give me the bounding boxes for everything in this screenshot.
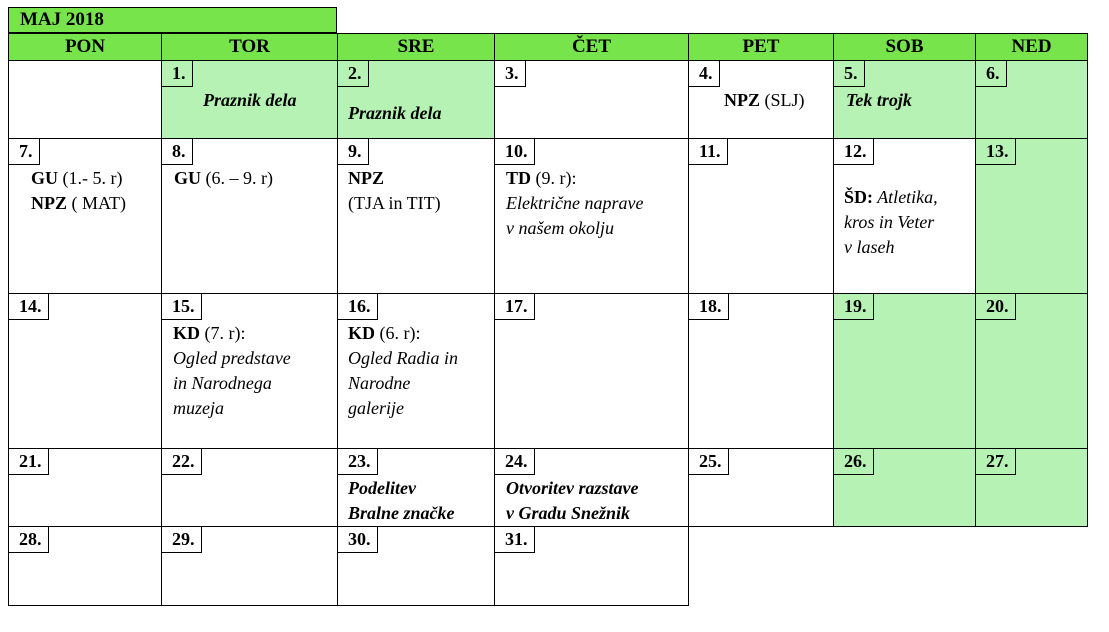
date-number: 24. [495,449,535,475]
day-cell-empty [8,60,162,139]
event-label: NPZ [31,193,67,213]
day-cell-16[interactable] [337,293,495,449]
date-number: 23. [338,449,378,475]
calendar-title: MAJ 2018 [8,7,337,33]
event-label: NPZ [348,168,384,188]
event-label: GU [31,168,58,188]
event-description: Atletika, [873,187,938,207]
day-cell-20[interactable] [975,293,1088,449]
date-number: 7. [9,139,40,165]
date-number: 5. [834,61,865,87]
event-description: muzeja [173,398,224,418]
day-cell-22[interactable] [161,448,338,527]
date-number: 29. [162,527,202,553]
event-label: ŠD: [844,187,874,207]
event-text [348,321,420,346]
header-cet: ČET [494,33,689,61]
event-description: v laseh [844,237,895,257]
day-cell-15[interactable] [161,293,338,449]
event-text: Otvoritev razstave [506,478,639,498]
day-cell-13[interactable] [975,138,1088,294]
date-number: 12. [834,139,874,165]
date-number: 10. [495,139,535,165]
day-cell-6[interactable] [975,60,1088,139]
header-ned: NED [975,33,1088,61]
day-cell-24[interactable] [494,448,689,527]
day-cell-5[interactable] [833,60,976,139]
date-number: 31. [495,527,535,553]
day-cell-28[interactable] [8,526,162,606]
date-number: 2. [338,61,369,87]
event-label: KD [173,323,200,343]
event-description: Ogled predstave [173,348,291,368]
event-text [724,88,805,113]
date-number: 11. [689,139,728,165]
day-cell-17[interactable] [494,293,689,449]
date-number: 17. [495,294,535,320]
day-cell-4[interactable] [688,60,834,139]
event-text [844,185,938,210]
day-cell-31[interactable] [494,526,689,606]
day-cell-30[interactable] [337,526,495,606]
event-text [506,166,577,191]
date-number: 22. [162,449,202,475]
event-label: KD [348,323,375,343]
header-pon: PON [8,33,162,61]
event-detail: ( MAT) [67,193,126,213]
event-detail: (6. r): [375,323,421,343]
day-cell-11[interactable] [688,138,834,294]
header-sre: SRE [337,33,495,61]
event-description: galerije [348,398,404,418]
day-cell-21[interactable] [8,448,162,527]
event-description: Narodne [348,373,411,393]
event-description: Električne naprave [506,193,644,213]
event-detail: (7. r): [200,323,246,343]
event-text [173,321,245,346]
event-detail: (9. r): [531,168,577,188]
date-number: 21. [9,449,49,475]
date-number: 27. [976,449,1016,475]
date-number: 14. [9,294,49,320]
event-text: Podelitev [348,478,416,498]
event-text [31,166,122,191]
date-number: 19. [834,294,874,320]
day-cell-9[interactable] [337,138,495,294]
date-number: 26. [834,449,874,475]
date-number: 28. [9,527,49,553]
day-cell-26[interactable] [833,448,976,527]
day-cell-7[interactable] [8,138,162,294]
event-label: GU [174,168,201,188]
day-cell-12[interactable] [833,138,976,294]
date-number: 30. [338,527,378,553]
event-label: NPZ [724,90,760,110]
event-description: Ogled Radia in [348,348,458,368]
date-number: 18. [689,294,729,320]
header-sob: SOB [833,33,976,61]
day-cell-29[interactable] [161,526,338,606]
day-cell-25[interactable] [688,448,834,527]
header-tor: TOR [161,33,338,61]
day-cell-19[interactable] [833,293,976,449]
date-number: 8. [162,139,193,165]
event-description: v našem okolju [506,218,614,238]
event-text: Praznik dela [348,103,442,123]
day-cell-1[interactable] [161,60,338,139]
day-cell-2[interactable] [337,60,495,139]
event-text: Tek trojk [846,90,912,110]
date-number: 20. [976,294,1016,320]
day-cell-23[interactable] [337,448,495,527]
date-number: 3. [495,61,526,87]
event-detail: (TJA in TIT) [348,193,441,213]
event-text [31,191,126,216]
day-cell-10[interactable] [494,138,689,294]
day-cell-18[interactable] [688,293,834,449]
event-text: v Gradu Snežnik [506,503,631,523]
event-text: Praznik dela [203,90,297,110]
date-number: 1. [162,61,193,87]
day-cell-27[interactable] [975,448,1088,527]
date-number: 4. [689,61,720,87]
event-description: kros in Veter [844,212,935,232]
event-detail: (SLJ) [760,90,805,110]
day-cell-8[interactable] [161,138,338,294]
header-pet: PET [688,33,834,61]
event-label: TD [506,168,532,188]
event-description: in Narodnega [173,373,272,393]
date-number: 13. [976,139,1016,165]
date-number: 16. [338,294,378,320]
event-text [174,166,273,191]
date-number: 9. [338,139,369,165]
event-detail: (6. – 9. r) [201,168,273,188]
day-cell-14[interactable] [8,293,162,449]
date-number: 6. [976,61,1007,87]
event-detail: (1.- 5. r) [58,168,123,188]
date-number: 15. [162,294,202,320]
day-cell-3[interactable] [494,60,689,139]
event-text: Bralne značke [348,503,455,523]
date-number: 25. [689,449,729,475]
